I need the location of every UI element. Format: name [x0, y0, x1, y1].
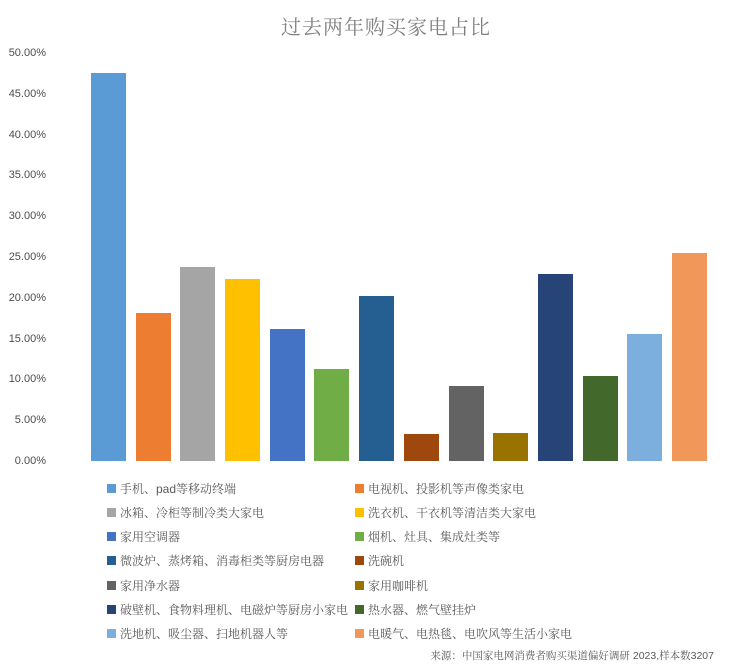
legend-swatch-icon: [107, 605, 116, 614]
y-tick-label: 40.00%: [8, 128, 46, 141]
bar: [449, 386, 484, 461]
legend-swatch-icon: [107, 629, 116, 638]
legend-item: [355, 529, 500, 545]
y-tick-label: 30.00%: [8, 210, 46, 223]
legend-swatch-icon: [107, 508, 116, 517]
bar: [672, 253, 707, 461]
legend-item: [355, 577, 428, 593]
y-tick-label: 45.00%: [8, 87, 46, 100]
legend-label: 洗地机、吸尘器、扫地机器人等: [120, 627, 289, 642]
y-tick-label: 5.00%: [14, 414, 46, 427]
bar: [538, 274, 573, 461]
bar: [91, 73, 126, 461]
bar: [314, 369, 349, 461]
legend-item: [355, 602, 476, 618]
bar: [180, 267, 215, 461]
y-tick-label: 0.00%: [14, 455, 46, 467]
chart-title: 过去两年购买家电占比: [281, 17, 491, 39]
bar: [493, 433, 528, 461]
legend-swatch-icon: [107, 581, 116, 590]
legend-label: 破壁机、食物料理机、电磁炉等厨房小家电: [120, 603, 349, 618]
bar: [225, 279, 260, 461]
legend-swatch-icon: [107, 556, 116, 565]
legend-swatch-icon: [355, 484, 364, 493]
y-tick-label: 35.00%: [8, 169, 46, 182]
bar: [627, 334, 662, 461]
legend-label: 家用空调器: [120, 530, 181, 545]
bar: [404, 434, 439, 461]
legend-label: 洗碗机: [368, 554, 405, 569]
bar: [583, 376, 618, 461]
legend-item: [107, 553, 324, 569]
legend-swatch-icon: [355, 556, 364, 565]
legend-label: 微波炉、蒸烤箱、消毒柜类等厨房电器: [120, 554, 325, 569]
y-tick-label: 25.00%: [8, 251, 46, 263]
legend-label: 烟机、灶具、集成灶类等: [368, 530, 501, 545]
y-tick-label: 20.00%: [8, 291, 46, 304]
plot-area: [0, 53, 732, 461]
legend-swatch-icon: [355, 532, 364, 541]
legend-label: 冰箱、冷柜等制冷类大家电: [120, 505, 265, 520]
legend-swatch-icon: [107, 484, 116, 493]
legend-label: 家用净水器: [120, 578, 181, 593]
bar: [136, 313, 171, 461]
legend-item: [107, 529, 180, 545]
legend-label: 电暖气、电热毯、电吹风等生活小家电: [368, 627, 573, 642]
legend-label: 手机、pad等移动终端: [120, 481, 237, 496]
legend-item: [107, 504, 264, 520]
bar: [359, 296, 394, 461]
source-note: 来源：中国家电网消费者购买渠道偏好调研 2023,样本数3207: [430, 650, 714, 662]
legend-item: [355, 480, 524, 496]
legend-item: [107, 626, 288, 642]
legend-label: 电视机、投影机等声像类家电: [368, 481, 525, 496]
y-tick-label: 10.00%: [8, 373, 46, 386]
legend-swatch-icon: [355, 508, 364, 517]
legend-label: 热水器、燃气壁挂炉: [368, 603, 477, 618]
legend-item: [107, 602, 348, 618]
bar: [270, 329, 305, 461]
legend-item: [355, 504, 536, 520]
y-tick-label: 15.00%: [8, 332, 46, 345]
legend-swatch-icon: [355, 605, 364, 614]
legend-swatch-icon: [355, 629, 364, 638]
legend-label: 洗衣机、干衣机等清洁类大家电: [368, 505, 537, 520]
legend-item: [355, 553, 404, 569]
legend-swatch-icon: [107, 532, 116, 541]
y-tick-label: 50.00%: [8, 47, 46, 59]
legend-item: [107, 577, 180, 593]
legend-label: 家用咖啡机: [368, 578, 429, 593]
legend-item: [107, 480, 236, 496]
legend-swatch-icon: [355, 581, 364, 590]
legend-item: [355, 626, 572, 642]
